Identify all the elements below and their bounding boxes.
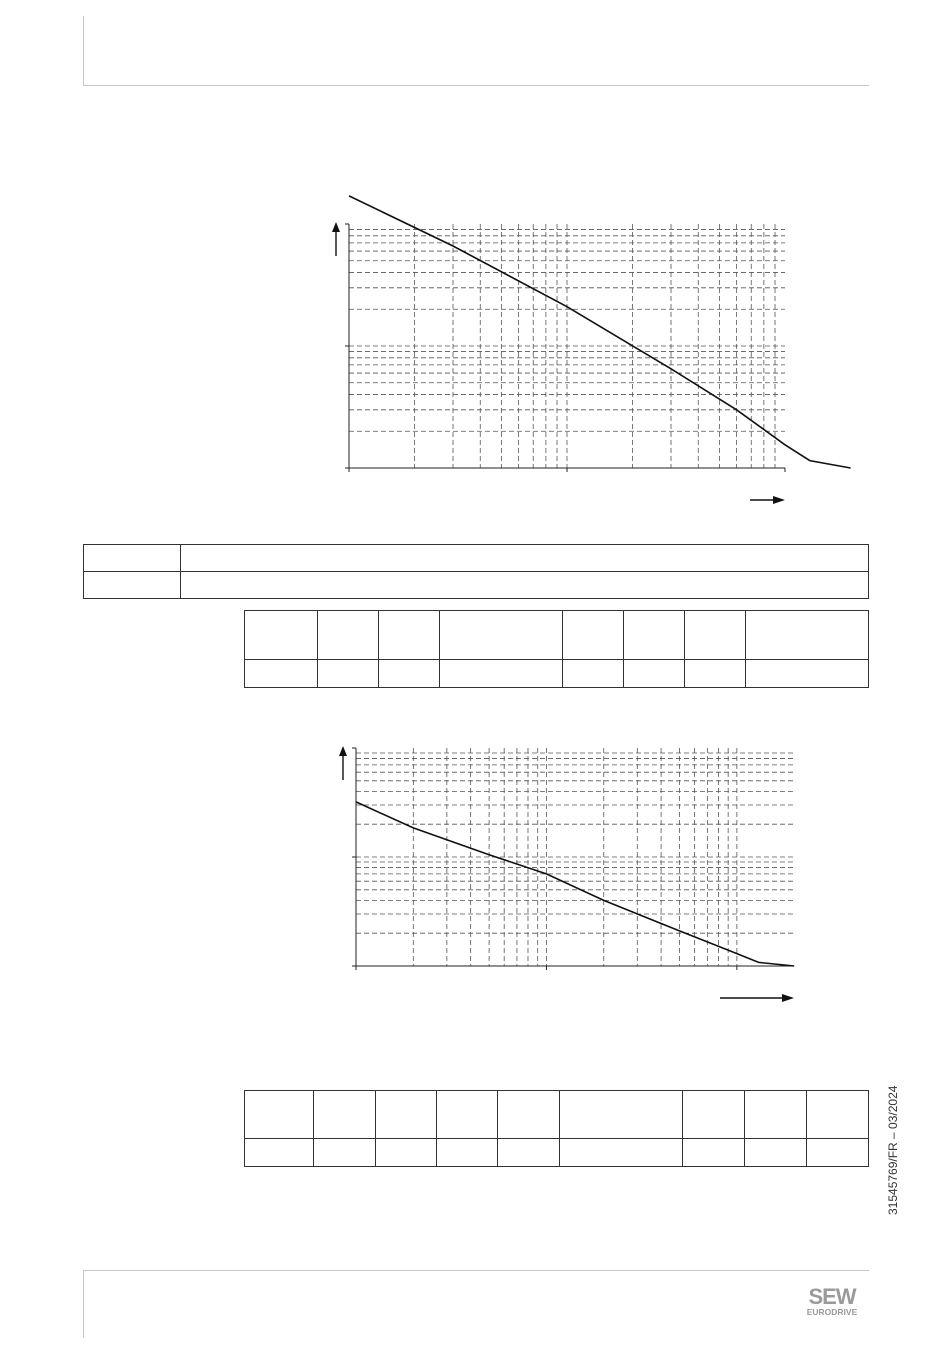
table-cell (376, 1139, 437, 1167)
table-cell (437, 1139, 498, 1167)
top-table (83, 544, 869, 599)
table-row (245, 660, 869, 688)
table-1 (244, 610, 869, 688)
logo-sub-text: EURODRIVE (806, 1307, 858, 1317)
header-horizontal-rule (83, 85, 869, 86)
table-row (84, 545, 869, 572)
table-2 (244, 1090, 869, 1167)
table-cell (437, 1091, 498, 1139)
table-cell (245, 611, 318, 660)
document-id: 31545769/FR – 03/2024 (886, 1085, 900, 1215)
table-cell (563, 660, 624, 688)
table-cell (560, 1091, 683, 1139)
table-cell (181, 572, 869, 599)
table-cell (624, 660, 685, 688)
y-axis-arrow-icon (332, 222, 340, 232)
table-cell (379, 611, 440, 660)
chart-2 (310, 738, 810, 1008)
table-cell (181, 545, 869, 572)
table-cell (498, 1091, 560, 1139)
table-cell (440, 611, 563, 660)
table-cell (563, 611, 624, 660)
table-row (245, 1091, 869, 1139)
table-row (245, 611, 869, 660)
table-cell (807, 1139, 869, 1167)
x-axis-arrow-icon (782, 994, 794, 1002)
x-axis-arrow-icon (773, 496, 785, 504)
table-cell (498, 1139, 560, 1167)
table-cell (379, 660, 440, 688)
table-cell (84, 572, 181, 599)
table-cell (84, 545, 181, 572)
table-cell (245, 1091, 314, 1139)
chart-1 (320, 210, 800, 510)
y-axis-arrow-icon (339, 746, 347, 756)
table-cell (624, 611, 685, 660)
table-cell (245, 660, 318, 688)
footer-vertical-rule (83, 1270, 84, 1338)
footer-horizontal-rule (83, 1270, 869, 1271)
table-cell (807, 1091, 869, 1139)
table-cell (685, 660, 746, 688)
table-cell (685, 611, 746, 660)
table-row (245, 1139, 869, 1167)
table-cell (318, 611, 379, 660)
table-cell (746, 660, 869, 688)
table-cell (314, 1091, 376, 1139)
table-cell (245, 1139, 314, 1167)
logo-main-text: SEW (808, 1284, 856, 1309)
table-cell (440, 660, 563, 688)
table-cell (745, 1091, 807, 1139)
table-cell (746, 611, 869, 660)
table-cell (376, 1091, 437, 1139)
table-cell (314, 1139, 376, 1167)
table-cell (318, 660, 379, 688)
table-cell (745, 1139, 807, 1167)
header-vertical-rule (83, 16, 84, 86)
table-row (84, 572, 869, 599)
table-cell (683, 1139, 745, 1167)
table-cell (683, 1091, 745, 1139)
sew-eurodrive-logo (796, 1284, 868, 1318)
table-cell (560, 1139, 683, 1167)
